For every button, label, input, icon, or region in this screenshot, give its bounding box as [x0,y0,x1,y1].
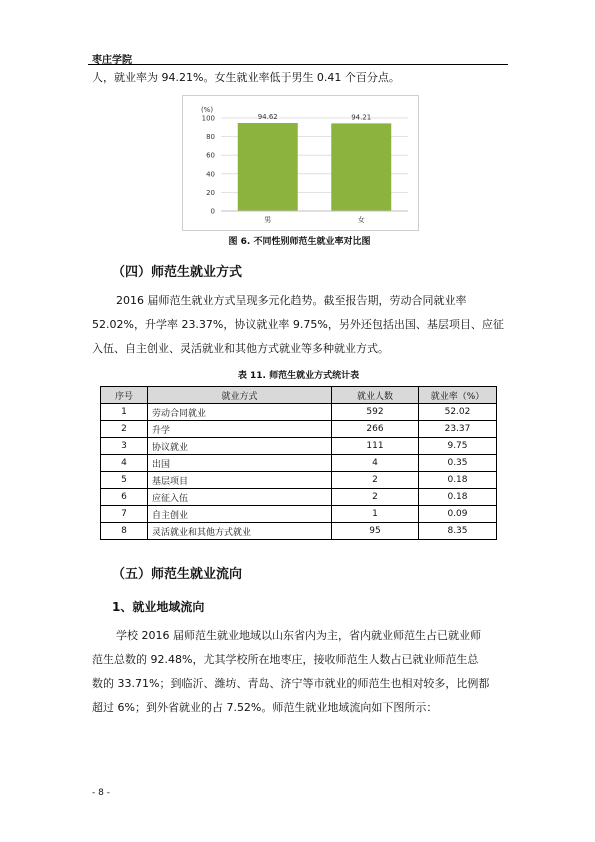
column-header: 就业率（%） [419,387,497,404]
table-cell: 0.35 [419,455,497,472]
section-heading: （五）师范生就业流向 [112,567,243,582]
table-row [101,523,497,540]
paragraph-line: 数的 33.71%；到临沂、潍坊、青岛、济宁等市就业的师范生也相对较多，比例都 [92,677,490,690]
table-header-row [101,387,497,404]
y-tick-label: 40 [206,170,215,179]
employment-method-table [100,386,497,540]
header-rule [88,64,508,65]
table-cell: 52.02 [419,404,497,421]
table-cell: 2 [101,421,148,438]
table-cell: 23.37 [419,421,497,438]
paragraph-line: 学校 2016 届师范生就业地域以山东省内为主，省内就业师范生占已就业师 [116,629,481,642]
table-cell: 0.18 [419,489,497,506]
table-cell: 111 [332,438,419,455]
table-cell: 3 [101,438,148,455]
table-row [101,489,497,506]
table-row [101,506,497,523]
table-cell: 2 [332,489,419,506]
bar [238,123,298,211]
y-axis-label: (%) [200,106,214,114]
figure-caption: 图 6. 不同性别师范生就业率对比图 [228,237,371,247]
table-cell: 1 [332,506,419,523]
x-tick-label: 男 [264,216,272,224]
column-header: 序号 [101,387,148,404]
data-label: 94.21 [351,113,372,122]
table-cell: 4 [101,455,148,472]
paragraph-line: 入伍、自主创业、灵活就业和其他方式就业等多种就业方式。 [92,342,389,355]
table-cell: 劳动合同就业 [148,404,332,421]
bar-chart [183,96,418,230]
data-label: 94.62 [257,113,278,122]
paragraph-line: 范生总数的 92.48%，尤其学校所在地枣庄，接收师范生人数占已就业师范生总 [92,653,479,666]
table-cell: 9.75 [419,438,497,455]
paragraph-line: 人，就业率为 94.21%。女生就业率低于男生 0.41 个百分点。 [92,71,400,84]
table-cell: 升学 [148,421,332,438]
table-cell: 协议就业 [148,438,332,455]
table-caption: 表 11. 师范生就业方式统计表 [237,371,360,381]
table-cell: 6 [101,489,148,506]
y-tick-label: 80 [206,133,215,142]
table-body [101,404,497,540]
table-row [101,472,497,489]
table-cell: 基层项目 [148,472,332,489]
column-header: 就业方式 [148,387,332,404]
paragraph-line: 2016 届师范生就业方式呈现多元化趋势。截至报告期，劳动合同就业率 [116,294,467,307]
table-row [101,438,497,455]
page-number: - 8 - [92,788,110,798]
table-cell: 自主创业 [148,506,332,523]
column-header: 就业人数 [332,387,419,404]
paragraph-line: 超过 6%；到外省就业的占 7.52%。师范生就业地域流向如下图所示： [92,701,438,714]
table-row [101,421,497,438]
table-cell: 7 [101,506,148,523]
section-heading: （四）师范生就业方式 [112,265,243,280]
bar [331,123,391,211]
table-cell: 灵活就业和其他方式就业 [148,523,332,540]
table-cell: 4 [332,455,419,472]
table-cell: 出国 [148,455,332,472]
table-cell: 0.09 [419,506,497,523]
table-cell: 0.18 [419,472,497,489]
y-tick-label: 20 [206,188,215,197]
table-row [101,404,497,421]
table-cell: 266 [332,421,419,438]
running-header: 枣庄学院 [92,55,132,66]
paragraph-line: 52.02%，升学率 23.37%，协议就业率 9.75%，另外还包括出国、基层项目、应征 [92,318,504,331]
table-cell: 8.35 [419,523,497,540]
table-cell: 应征入伍 [148,489,332,506]
table-row [101,455,497,472]
table-cell: 592 [332,404,419,421]
table-cell: 5 [101,472,148,489]
bar-chart-frame [182,95,419,231]
table-cell: 8 [101,523,148,540]
y-tick-label: 100 [201,114,215,123]
table-cell: 1 [101,404,148,421]
y-tick-label: 60 [206,151,215,160]
table-cell: 95 [332,523,419,540]
subsection-heading: 1、就业地域流向 [112,600,205,614]
x-tick-label: 女 [357,216,365,224]
y-tick-label: 0 [210,207,215,216]
table-cell: 2 [332,472,419,489]
